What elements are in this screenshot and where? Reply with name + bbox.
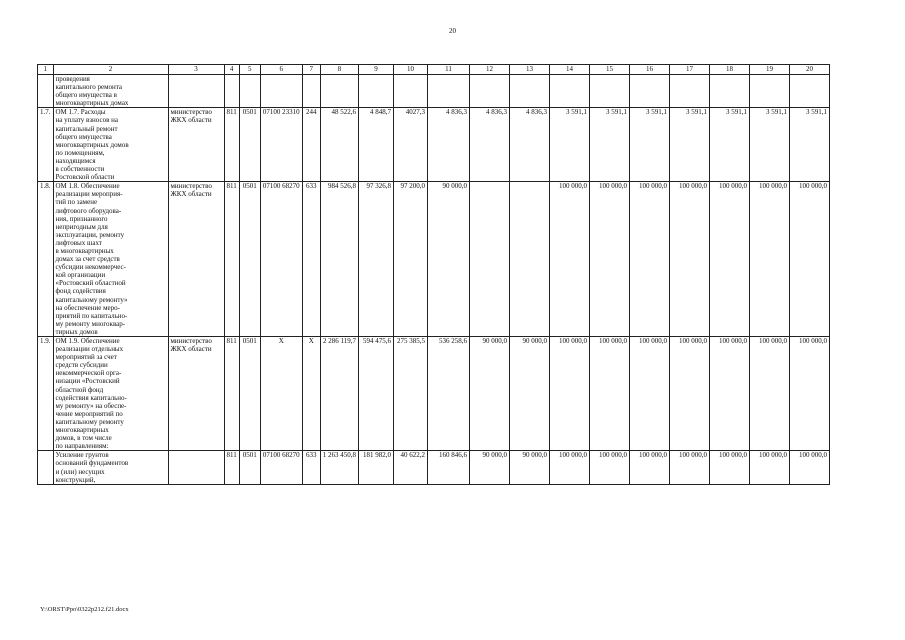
table-cell xyxy=(790,75,830,108)
row-name-line: и (или) несущих xyxy=(55,467,105,476)
table-cell xyxy=(510,75,550,108)
row-name-line: чение мероприятий по xyxy=(55,409,123,418)
row-name-line: кой организации xyxy=(55,271,106,280)
table-cell xyxy=(394,75,428,108)
vr-cell: 633 xyxy=(302,451,320,484)
table-cell xyxy=(302,75,320,108)
header-cell: 8 xyxy=(320,65,358,75)
value-cell: 160 846,6 xyxy=(428,451,470,484)
value-cell: 100 000,0 xyxy=(710,337,750,451)
value-cell: 3 591,1 xyxy=(750,108,790,182)
executor-cell xyxy=(168,182,224,337)
table-cell xyxy=(750,75,790,108)
grbs-cell: 811 xyxy=(224,108,239,182)
row-name-line: по направлениям: xyxy=(55,442,109,451)
table-cell xyxy=(168,75,224,108)
value-cell: 100 000,0 xyxy=(630,337,670,451)
continued-row xyxy=(38,75,830,108)
value-cell: 100 000,0 xyxy=(790,182,830,337)
value-cell: 984 526,8 xyxy=(320,182,358,337)
row-name-cell xyxy=(53,337,168,451)
continued-name-cell xyxy=(53,75,168,108)
value-cell: 3 591,1 xyxy=(790,108,830,182)
value-cell: 90 000,0 xyxy=(510,451,550,484)
value-cell: 90 000,0 xyxy=(428,182,470,337)
executor-line: ЖКХ области xyxy=(170,116,212,125)
value-cell: 90 000,0 xyxy=(470,337,510,451)
executor-line: министерство xyxy=(170,108,212,117)
value-cell xyxy=(510,182,550,337)
row-name-line: многоквартирных xyxy=(55,426,109,435)
value-cell: 3 591,1 xyxy=(550,108,590,182)
header-cell: 5 xyxy=(239,65,260,75)
header-cell: 1 xyxy=(38,65,54,75)
value-cell: 100 000,0 xyxy=(790,337,830,451)
rzpr-cell: 0501 xyxy=(239,182,260,337)
row-name-cell xyxy=(53,108,168,182)
vr-cell: 633 xyxy=(302,182,320,337)
grbs-cell: 811 xyxy=(224,337,239,451)
row-name-line: му ремонту» на обеспе- xyxy=(55,401,127,410)
table-row xyxy=(38,337,830,451)
value-cell: 90 000,0 xyxy=(510,337,550,451)
row-name-line: по помещениям, xyxy=(55,148,105,157)
header-cell: 20 xyxy=(790,65,830,75)
value-cell: 100 000,0 xyxy=(670,451,710,484)
row-name-line: «Ростовский областной xyxy=(55,279,126,288)
row-number-cell xyxy=(38,451,54,484)
value-cell: 536 258,6 xyxy=(428,337,470,451)
row-number-cell: 1.8. xyxy=(38,182,54,337)
row-name-line: ОМ 1.9. Обеспечение xyxy=(55,337,120,345)
value-cell: 100 000,0 xyxy=(590,337,630,451)
table-cell xyxy=(239,75,260,108)
value-cell: 100 000,0 xyxy=(590,451,630,484)
value-cell: 100 000,0 xyxy=(750,337,790,451)
row-name-line: домах за счет средств xyxy=(55,255,120,264)
value-cell: 100 000,0 xyxy=(670,182,710,337)
table-row xyxy=(38,108,830,182)
row-name-line: ния, признанного xyxy=(55,214,108,223)
value-cell: 97 326,8 xyxy=(359,182,394,337)
table-row xyxy=(38,451,830,484)
executor-cell xyxy=(168,451,224,484)
value-cell: 100 000,0 xyxy=(710,182,750,337)
row-name-line: приятий по капитально- xyxy=(55,311,128,320)
grbs-cell: 811 xyxy=(224,451,239,484)
table-row xyxy=(38,182,830,337)
value-cell: 4 836,3 xyxy=(510,108,550,182)
value-cell: 100 000,0 xyxy=(670,337,710,451)
value-cell: 100 000,0 xyxy=(750,451,790,484)
row-name-line: содействия капитально- xyxy=(55,393,127,402)
value-cell: 181 982,0 xyxy=(359,451,394,484)
file-path-footer: Y:\ORST\Ppo\0322p212.f21.docx xyxy=(40,606,129,613)
table-cell xyxy=(470,75,510,108)
row-name-cell xyxy=(53,451,168,484)
header-cell: 19 xyxy=(750,65,790,75)
continued-name-line: многоквартирных домах xyxy=(55,99,129,108)
header-cell: 9 xyxy=(359,65,394,75)
header-row xyxy=(38,65,830,75)
executor-line: министерство xyxy=(170,337,212,345)
value-cell: 100 000,0 xyxy=(630,451,670,484)
rzpr-cell: 0501 xyxy=(239,337,260,451)
row-name-line: низации «Ростовский xyxy=(55,377,120,386)
row-name-line: некоммерческой орга- xyxy=(55,369,122,378)
row-name-line: многоквартирных домов xyxy=(55,140,129,149)
row-name-line: капитальному ремонту xyxy=(55,417,124,426)
row-name-line: ОМ 1.7. Расходы xyxy=(55,108,106,117)
csr-cell: 07100 68270 xyxy=(260,182,302,337)
continued-name-line: общего имущества в xyxy=(55,91,117,100)
executor-line: ЖКХ области xyxy=(170,345,212,354)
value-cell: 2 286 119,7 xyxy=(320,337,358,451)
row-name-line: Усиление грунтов xyxy=(55,451,109,460)
row-name-line: на обеспечение меро- xyxy=(55,303,120,312)
executor-line: ЖКХ области xyxy=(170,190,212,199)
row-name-line: капитальный ремонт xyxy=(55,124,118,133)
executor-line: министерство xyxy=(170,182,212,191)
continued-name-line: проведения xyxy=(55,75,90,83)
value-cell: 40 622,2 xyxy=(394,451,428,484)
row-name-line: тирных домов xyxy=(55,327,98,336)
page-number: 20 xyxy=(449,27,456,35)
grbs-cell: 811 xyxy=(224,182,239,337)
row-name-line: в многоквартирных xyxy=(55,246,114,255)
header-cell: 10 xyxy=(394,65,428,75)
row-name-line: средств субсидии xyxy=(55,361,108,370)
row-name-line: домов, в том числе xyxy=(55,434,112,443)
rzpr-cell: 0501 xyxy=(239,108,260,182)
table-cell xyxy=(428,75,470,108)
row-name-line: реализации отдельных xyxy=(55,345,124,354)
value-cell: 3 591,1 xyxy=(590,108,630,182)
budget-table xyxy=(37,64,830,485)
value-cell: 100 000,0 xyxy=(550,182,590,337)
row-name-cell xyxy=(53,182,168,337)
header-cell: 2 xyxy=(53,65,168,75)
value-cell: 1 263 450,8 xyxy=(320,451,358,484)
value-cell: 90 000,0 xyxy=(470,451,510,484)
header-cell: 11 xyxy=(428,65,470,75)
header-cell: 14 xyxy=(550,65,590,75)
row-name-line: субсидии некоммерчес- xyxy=(55,263,126,272)
row-name-line: фонд содействия xyxy=(55,287,106,296)
vr-cell: Х xyxy=(302,337,320,451)
table-cell xyxy=(630,75,670,108)
value-cell: 48 522,6 xyxy=(320,108,358,182)
value-cell: 4 848,7 xyxy=(359,108,394,182)
table-cell xyxy=(670,75,710,108)
row-name-line: эксплуатации, ремонту xyxy=(55,230,125,239)
header-cell: 13 xyxy=(510,65,550,75)
csr-cell: 07100 23310 xyxy=(260,108,302,182)
header-cell: 3 xyxy=(168,65,224,75)
executor-cell xyxy=(168,108,224,182)
value-cell: 97 200,0 xyxy=(394,182,428,337)
header-cell: 6 xyxy=(260,65,302,75)
row-number-cell: 1.9. xyxy=(38,337,54,451)
table-cell xyxy=(550,75,590,108)
csr-cell: 07100 68270 xyxy=(260,451,302,484)
row-name-line: конструкций, xyxy=(55,475,96,484)
csr-cell: Х xyxy=(260,337,302,451)
header-cell: 17 xyxy=(670,65,710,75)
header-cell: 7 xyxy=(302,65,320,75)
executor-cell xyxy=(168,337,224,451)
table-cell xyxy=(710,75,750,108)
value-cell: 4027,3 xyxy=(394,108,428,182)
value-cell: 4 836,3 xyxy=(470,108,510,182)
row-name-line: находящимся xyxy=(55,156,96,165)
value-cell: 594 475,6 xyxy=(359,337,394,451)
value-cell: 3 591,1 xyxy=(670,108,710,182)
continued-name-line: капитального ремонта xyxy=(55,83,123,92)
row-name-line: Ростовской области xyxy=(55,173,115,182)
header-cell: 18 xyxy=(710,65,750,75)
row-name-line: лифтовых шахт xyxy=(55,238,102,247)
value-cell: 4 836,3 xyxy=(428,108,470,182)
value-cell: 100 000,0 xyxy=(710,451,750,484)
rzpr-cell: 0501 xyxy=(239,451,260,484)
row-number-cell: 1.7. xyxy=(38,108,54,182)
header-cell: 15 xyxy=(590,65,630,75)
value-cell: 100 000,0 xyxy=(630,182,670,337)
row-name-line: мероприятий за счет xyxy=(55,353,117,362)
value-cell: 100 000,0 xyxy=(590,182,630,337)
value-cell: 100 000,0 xyxy=(550,337,590,451)
row-name-line: оснований фундаментов xyxy=(55,459,129,468)
header-cell: 16 xyxy=(630,65,670,75)
row-name-line: лифтового оборудова- xyxy=(55,206,122,215)
value-cell xyxy=(470,182,510,337)
table-cell xyxy=(38,75,54,108)
table-cell xyxy=(359,75,394,108)
row-name-line: на уплату взносов на xyxy=(55,116,118,125)
row-name-line: реализации мероприя- xyxy=(55,190,123,199)
table-cell xyxy=(224,75,239,108)
row-name-line: тий по замене xyxy=(55,198,98,207)
row-name-line: му ремонту многоквар- xyxy=(55,319,126,328)
header-cell: 4 xyxy=(224,65,239,75)
row-name-line: в собственности xyxy=(55,165,105,174)
value-cell: 275 385,5 xyxy=(394,337,428,451)
value-cell: 100 000,0 xyxy=(550,451,590,484)
header-cell: 12 xyxy=(470,65,510,75)
table-cell xyxy=(320,75,358,108)
value-cell: 100 000,0 xyxy=(790,451,830,484)
value-cell: 3 591,1 xyxy=(630,108,670,182)
row-name-line: ОМ 1.8. Обеспечение xyxy=(55,182,120,191)
row-name-line: непригодным для xyxy=(55,222,108,231)
row-name-line: общего имущества xyxy=(55,132,112,141)
table-cell xyxy=(260,75,302,108)
value-cell: 100 000,0 xyxy=(750,182,790,337)
vr-cell: 244 xyxy=(302,108,320,182)
row-name-line: капитальному ремонту» xyxy=(55,295,128,304)
value-cell: 3 591,1 xyxy=(710,108,750,182)
row-name-line: областной фонд xyxy=(55,385,104,394)
table-cell xyxy=(590,75,630,108)
